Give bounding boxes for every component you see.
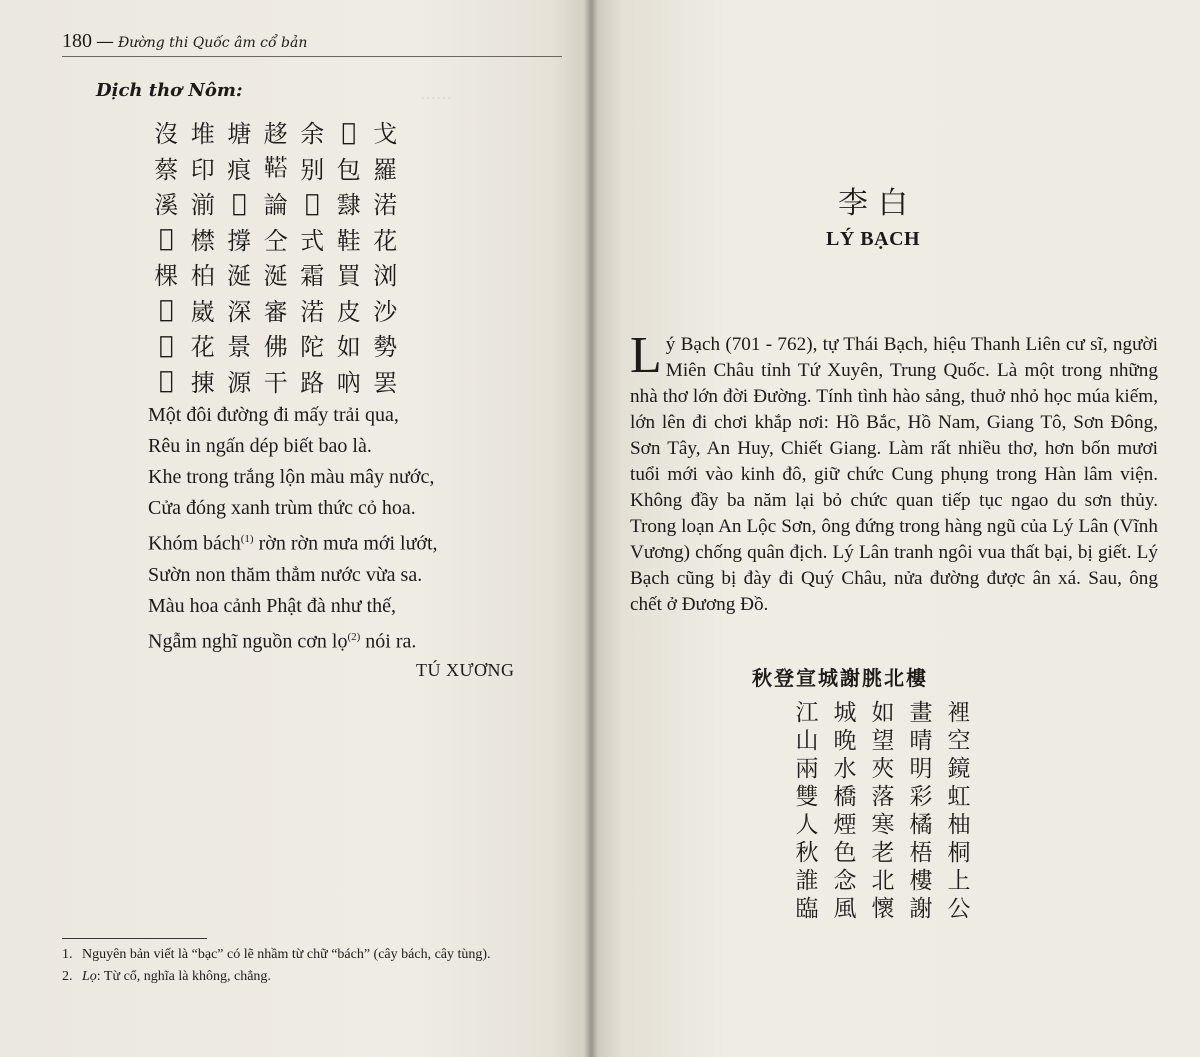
poem-line <box>788 836 978 864</box>
nom-char: 式 <box>300 226 325 255</box>
poem-line <box>788 864 978 892</box>
poem-char: 晴 <box>909 727 933 754</box>
verse-text: Sườn non thăm thẳm nước vừa sa. <box>148 563 423 586</box>
verse-text: Rêu in ngấn dép biết bao là. <box>148 435 372 457</box>
verse-line <box>148 400 438 431</box>
nom-char: 罢 <box>373 368 398 397</box>
nom-line <box>148 292 404 328</box>
nom-char: 柏 <box>190 262 215 291</box>
nom-line <box>148 327 404 363</box>
nom-char: 論 <box>263 191 288 220</box>
nom-char: 𢀭 <box>341 117 356 146</box>
poem-char: 望 <box>871 727 895 754</box>
nom-line <box>148 256 404 292</box>
page-number: 180 <box>62 30 92 52</box>
footnote-marker: (1) <box>240 533 254 545</box>
nom-char: 陀 <box>300 333 325 362</box>
poem-line <box>788 892 978 920</box>
footnote <box>62 944 491 966</box>
nom-char: 涎 <box>227 262 252 291</box>
footnote-number: 2. <box>62 969 73 984</box>
running-title: Đường thi Quốc âm cổ bản <box>118 35 308 51</box>
poem-char: 色 <box>833 839 857 866</box>
poem-char: 樓 <box>909 867 933 894</box>
nom-char: 深 <box>227 297 252 326</box>
nom-char: 源 <box>227 368 252 397</box>
footnote-marker: (2) <box>347 630 361 643</box>
poem-char: 夾 <box>871 755 895 782</box>
nom-char: 𦣰 <box>159 295 174 324</box>
footnote-number: 1. <box>62 947 73 962</box>
nom-char: 痕 <box>227 155 252 184</box>
poem-char: 誰 <box>795 867 819 894</box>
footnote-text: Nguyên bản viết là “bạc” có lẽ nhầm từ chữ “bách” (cây bách, cây tùng). <box>82 947 491 962</box>
nom-char: 𨷯 <box>159 224 174 253</box>
nom-char: 𢆥 <box>305 188 320 217</box>
verse-text: Khe trong trắng lộn màu mây nước, <box>148 466 435 488</box>
verse-text: Màu hoa cảnh Phật đà như thế, <box>148 594 396 617</box>
verse-line <box>148 431 438 462</box>
nom-char: 如 <box>336 333 361 362</box>
footnotes <box>62 944 491 988</box>
nom-char: 仝 <box>263 226 288 255</box>
nom-char: 别 <box>300 155 325 184</box>
verse-line <box>148 524 438 560</box>
nom-char: 景 <box>227 333 252 362</box>
nom-char: 審 <box>263 297 288 326</box>
poem-char: 鏡 <box>947 755 971 782</box>
nom-char: 涎 <box>263 262 288 291</box>
nom-char: 𣋝 <box>232 188 247 217</box>
nom-char: 鞋 <box>336 226 361 255</box>
nom-line <box>148 363 404 399</box>
book-gutter <box>584 0 598 1057</box>
poem-char: 畫 <box>909 699 933 726</box>
poem-line <box>788 780 978 808</box>
nom-char: 𩌂 <box>263 153 288 182</box>
nom-char: 撐 <box>227 226 252 255</box>
nom-char: 霜 <box>300 262 325 291</box>
poem-line <box>788 696 978 724</box>
poem-char: 兩 <box>795 755 819 782</box>
nom-char: 塘 <box>227 120 252 149</box>
poem-line <box>788 808 978 836</box>
poem-char: 桐 <box>947 839 971 866</box>
poem-char: 梧 <box>909 839 933 866</box>
nom-char: 蔡 <box>154 155 179 184</box>
nom-char: 霴 <box>336 191 361 220</box>
poem-char: 山 <box>795 727 819 754</box>
poem-title: 秋登宣城謝朓北樓 <box>752 666 928 690</box>
left-page <box>0 0 592 1057</box>
verse-text: nói ra. <box>360 630 417 653</box>
nom-line <box>148 114 404 150</box>
poem-char: 秋 <box>795 839 819 866</box>
nom-char: 花 <box>373 226 398 255</box>
nom-char: 渃 <box>373 191 398 220</box>
poem-char: 謝 <box>909 895 933 922</box>
poem-char: 如 <box>871 699 895 726</box>
nom-char: 溪 <box>154 191 179 220</box>
nom-line <box>148 221 404 257</box>
nom-char: 買 <box>336 262 361 291</box>
header-rule <box>62 56 562 57</box>
poem-char: 江 <box>795 699 819 726</box>
nom-char: 㯲 <box>190 226 215 255</box>
poet-biography <box>630 327 1158 618</box>
poem-char: 水 <box>833 755 857 782</box>
vietnamese-verse <box>148 400 438 657</box>
poem-char: 明 <box>909 755 933 782</box>
poem-char: 城 <box>833 699 857 726</box>
poem-char: 老 <box>871 839 895 866</box>
nom-char: 花 <box>190 333 215 362</box>
running-head: 180 — Đường thi Quốc âm cổ bản <box>62 30 308 52</box>
verse-text: Khóm bách <box>148 532 241 555</box>
verse-line <box>148 560 438 591</box>
chinese-poem <box>788 696 978 920</box>
poem-char: 上 <box>947 867 971 894</box>
nom-char: 佛 <box>263 333 288 362</box>
nom-char: 堆 <box>190 120 215 149</box>
nom-char: 包 <box>336 155 361 184</box>
drop-cap: L <box>630 327 662 384</box>
nom-char: 吶 <box>336 368 361 397</box>
poem-char: 晚 <box>833 727 857 754</box>
poem-char: 橘 <box>909 811 933 838</box>
poet-name-han: 李白 <box>838 186 918 221</box>
poem-char: 風 <box>833 895 857 922</box>
poem-line <box>788 724 978 752</box>
poem-char: 北 <box>871 867 895 894</box>
nom-char: 湔 <box>190 191 215 220</box>
verse-line <box>148 462 438 493</box>
nom-char: 皮 <box>336 297 361 326</box>
nom-char: 羅 <box>373 155 398 184</box>
poem-char: 虹 <box>947 783 971 810</box>
poem-char: 公 <box>947 895 971 922</box>
footnote-rule <box>62 938 207 939</box>
verse-text: rờn rờn mưa mới lướt, <box>253 532 438 555</box>
verse-text: Một đôi đường đi mấy trải qua, <box>148 404 399 426</box>
nom-char: 崴 <box>190 297 215 326</box>
nom-char: 㨂 <box>190 368 215 397</box>
nom-line <box>148 185 404 221</box>
nom-char: 浏 <box>373 262 398 291</box>
nom-char: 趍 <box>263 120 288 149</box>
biography-text: ý Bạch (701 - 762), tự Thái Bạch, hiệu Thanh Liên cư sĩ, người Miên Châu tỉnh Tứ Xuyên, Trung Quốc. Là một trong những nhà thơ lớn đời Đường. Tính tình hào sảng, thuở nhỏ học múa kiếm, lớn lên đi chơi khắp nơi: Hồ Bắc, Hồ Nam, Giang Tô, Sơn Đông, Sơn Tây, An Huy, Chiết Giang. Làm rất nhiều thơ, hơn bốn mươi tuổi mới vào kinh đô, giữ chức Cung phụng trong Hàn lâm viện. Không đầy ba năm lại bỏ chức quan tiếp tục ngao du sơn thủy. Trong loạn An Lộc Sơn, ông đứng trong hàng ngũ của Lý Lân (Vĩnh Vương) chống quân địch. Lý Lân tranh ngôi vua thất bại, bị giết. Lý Bạch cũng bị đày đi Quý Châu, nửa đường được ân xá. Sau, ông chết ở Đương Đồ. <box>630 334 1158 615</box>
poem-char: 懷 <box>871 895 895 922</box>
poem-char: 空 <box>947 727 971 754</box>
nom-char: 棵 <box>154 262 179 291</box>
nom-char: 沒 <box>154 120 179 149</box>
right-page <box>592 0 1200 1057</box>
poem-char: 雙 <box>795 783 819 810</box>
footnote-text: : Từ cổ, nghĩa là không, chẳng. <box>96 969 271 984</box>
nom-char: 干 <box>263 368 288 397</box>
poem-char: 人 <box>795 811 819 838</box>
poem-char: 念 <box>833 867 857 894</box>
poet-name: LÝ BẠCH <box>826 228 921 250</box>
poem-author: TÚ XƯƠNG <box>416 660 515 680</box>
footnote-term: Lọ <box>82 969 97 984</box>
nom-char: 𢆥 <box>159 330 174 359</box>
nom-char: 余 <box>300 120 325 149</box>
nom-char: 戈 <box>373 120 398 149</box>
verse-line <box>148 493 438 524</box>
show-through: …… <box>420 86 452 103</box>
verse-line <box>148 591 438 622</box>
verse-line <box>148 622 438 658</box>
nom-char: 路 <box>300 368 325 397</box>
poem-char: 柚 <box>947 811 971 838</box>
poem-char: 煙 <box>833 811 857 838</box>
nom-char: 沙 <box>373 297 398 326</box>
verse-text: Ngẫm nghĩ nguồn cơn lọ <box>148 630 348 653</box>
poem-char: 落 <box>871 783 895 810</box>
nom-char: 𪪳 <box>159 366 174 395</box>
poem-char: 橋 <box>833 783 857 810</box>
nom-char: 勢 <box>373 333 398 362</box>
poem-char: 寒 <box>871 811 895 838</box>
verse-text: Cửa đóng xanh trùm thức cỏ hoa. <box>148 497 416 519</box>
footnote <box>62 966 491 988</box>
poem-char: 彩 <box>909 783 933 810</box>
poem-line <box>788 752 978 780</box>
nom-heading: Dịch thơ Nôm: <box>96 80 243 101</box>
nom-char: 印 <box>190 155 215 184</box>
nom-char: 渃 <box>300 297 325 326</box>
poem-char: 臨 <box>795 895 819 922</box>
poem-char: 裡 <box>947 699 971 726</box>
nom-poem <box>148 114 404 398</box>
nom-line <box>148 150 404 186</box>
